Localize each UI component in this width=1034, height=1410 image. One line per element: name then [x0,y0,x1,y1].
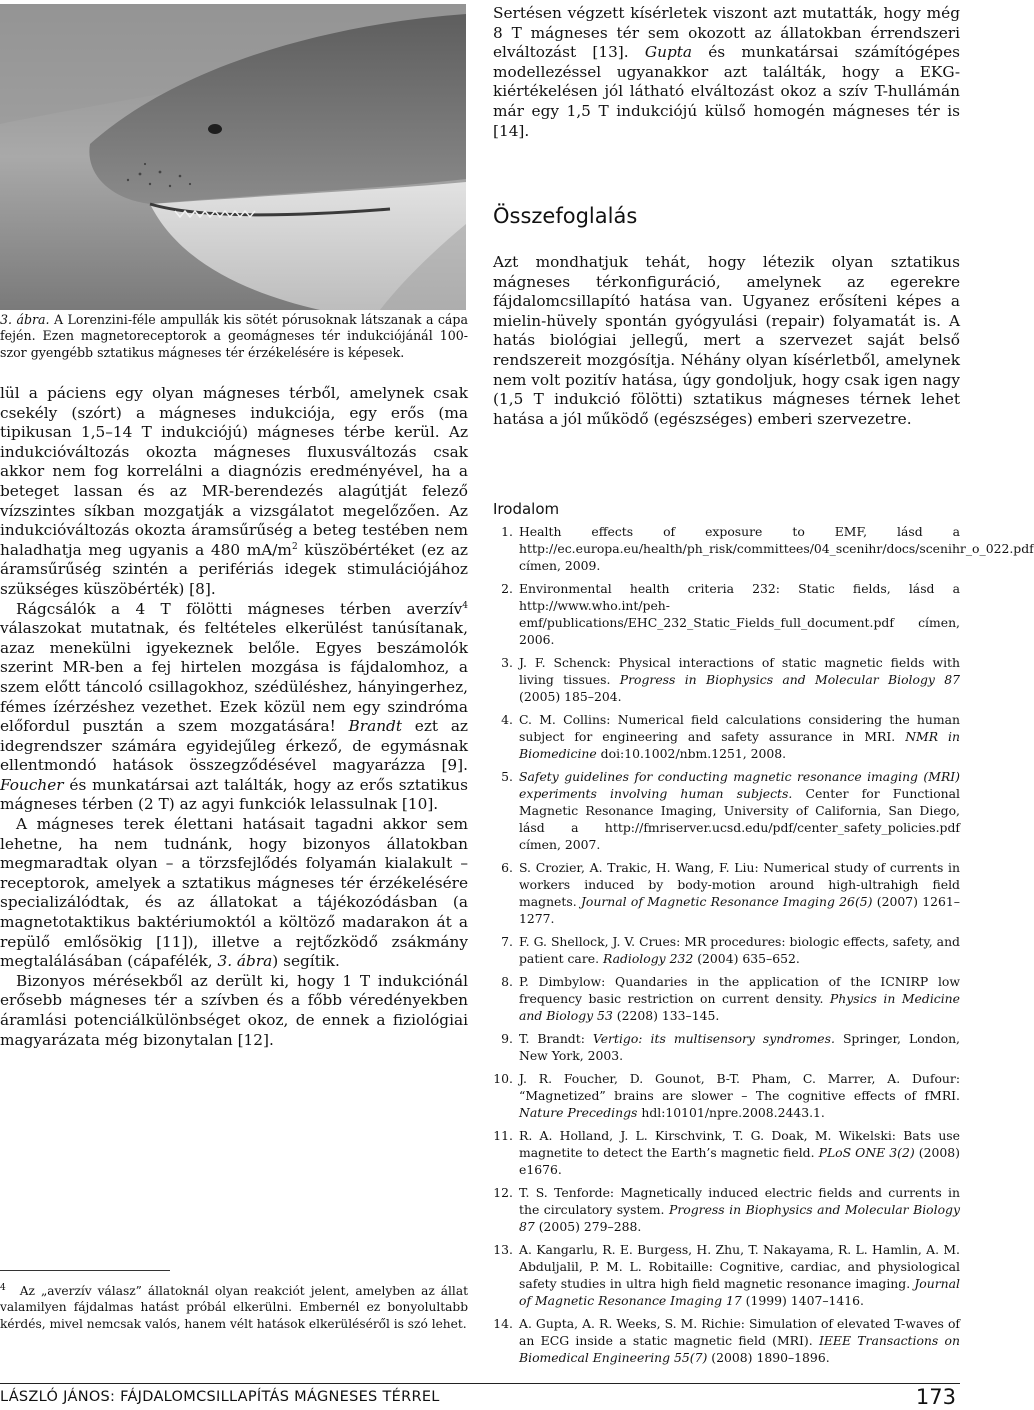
reference-item [493,711,960,762]
reference-number: 6. [501,860,513,875]
superscript-squared: 2 [291,541,298,552]
reference-details: (2008) e1676. [519,1145,960,1177]
reference-item [493,1127,960,1178]
reference-item [493,1315,960,1366]
reference-item [493,973,960,1024]
reference-details: (2004) 635–652. [693,951,800,966]
reference-text: S. Crozier, A. Trakic, H. Wang, F. Liu: Numerical study of currents in workers induced by body-motion around high-ultrahigh field magnets. [519,860,960,909]
reference-text: A. Kangarlu, R. E. Burgess, H. Zhu, T. Nakayama, R. L. Hamlin, A. M. Abduljalil, P. M. L. Robitaille: Cognitive, cardiac, and physiological safety studies in ultra high field magnetic resonance imaging. [519,1242,960,1291]
reference-text: C. M. Collins: Numerical field calculations considering the human subject for engineering and safety assurance in MRI. [519,712,960,744]
reference-details: (2208) 133–145. [612,1008,720,1023]
paragraph-measurements: Bizonyos mérésekből az derült ki, hogy 1 T indukciónál erősebb mágneses tér a szívben és a főbb véredényekben áramlási potenciálkülönbséget okoz, de ennek a fiziológiai magyarázata még bizonytalan [12]. [0,971,468,1049]
reference-number: 9. [501,1031,513,1046]
reference-list [493,523,1034,1372]
reference-text: T. Brandt: [519,1031,593,1046]
reference-details: (2007) 1261–1277. [519,894,960,926]
reference-item [493,1030,960,1064]
reference-number: 7. [501,934,513,949]
para3-text-a: A mágneses terek élettani hatásait tagadni akkor sem lehetne, ha nem tudnánk, hogy bizonyos állatokban megmaradtak olyan – a törzsfejlődés folyamán kialakult – receptorok, amelyek a sztatikus mágneses tér érzékelésére specializálódtak, és az állatokat a tájékozódásban (a magnetotaktikus baktériumoktól a költöző madarakon át a repülő emlősökig [11]), illetve a rejtőzködő zsákmány megtalálásában (cápafélék, [0,815,468,971]
reference-text: T. S. Tenforde: Magnetically induced electric fields and currents in the circulatory system. [519,1185,960,1217]
figure-reference: 3. ábra [217,952,273,971]
reference-item [493,654,960,705]
reference-item [493,1070,960,1121]
reference-source: Radiology 232 [602,951,694,966]
footnote-text: Az „averzív válasz” állatoknál olyan reakciót jelent, amelyben az állat valamilyen fájdalmas hatást próbál elkerülni. Embernél ez bonyolultabb kérdés, mivel nemcsak valós, hanem vélt hatások elkerüléséről is szó lehet. [0,1284,468,1331]
reference-details: (2005) 185–204. [519,689,622,704]
reference-text: F. G. Shellock, J. V. Crues: MR procedures: biologic effects, safety, and patient care. [519,934,960,966]
para2-text-d: és munkatársai azt találták, hogy az erős sztatikus mágneses térben (2 T) az agyi funkciók lelassulnak [10]. [0,775,468,814]
references-heading: Irodalom [493,500,560,518]
reference-number: 13. [493,1242,513,1257]
reference-source: Safety guidelines for conducting magnetic resonance imaging (MRI) experiments involving human subjects. [519,769,960,801]
para2-text-c: ezt az idegrendszer számára egyidejűleg érkező, de egymásnak ellentmondó hatások összegződésével magyarázza [9]. [0,717,468,775]
reference-text: J. R. Foucher, D. Gounot, B-T. Pham, C. Marrer, A. Dufour: “Magnetized” brains are slower – The cognitive effects of fMRI. [519,1071,960,1103]
reference-item [493,1184,960,1235]
reference-number: 10. [493,1071,513,1086]
reference-text: P. Dimbylow: Quandaries in the application of the ICNIRP low frequency basic restriction on current density. [519,974,960,1006]
left-body-text [0,384,468,1050]
footnote [0,1280,468,1332]
figure-caption-text: A Lorenzini-féle ampullák kis sötét pórusoknak látszanak a cápa fején. Ezen magnetoreceptorok a geomágneses tér indukciójánál 100-szor gyengébb sztatikus mágneses tér érzékelésére is képesek. [0,312,469,360]
reference-number: 12. [493,1185,513,1200]
reference-number: 5. [501,769,513,784]
para2-text-a: Rágcsálók a 4 T fölötti mágneses térben averzív [16,599,463,618]
reference-item [493,1241,960,1309]
reference-source: PLoS ONE 3(2) [818,1145,915,1160]
intro-text-b: és munkatársai számítógépes modellezéssel ugyanakkor azt találták, hogy a EKG-kiértékelésen jól látható elváltozást okoz a szív T-hullámán már egy 1,5 T indukciójú külső homogén mágneses tér is [14]. [493,43,960,140]
section-heading-summary: Összefoglalás [493,204,638,228]
intro-text-a: Sertésen végzett kísérletek viszont azt mutatták, hogy még 8 T mágneses tér sem okozott az állatokban érrendszeri elváltozást [13]. [493,4,960,62]
reference-details: (1999) 1407–1416. [741,1293,864,1308]
para2-text-b: válaszokat mutatnak, és feltételes elkerülést tanúsítanak, azaz menekülni igyekeznek belőle. Egyes beszámolók szerint MR-ben a fej hirtelen mozgása is fájdalomhoz, a szem előtt táncoló csillagokhoz, szédüléshez, hányingerhez, fémes ízérzéshez vezethet. Ezek közül nem egy szindróma előfordul pusztán a szem mozgatására! [0,619,468,736]
reference-source: Progress in Biophysics and Molecular Biology 87 [619,672,960,687]
reference-source: Progress in Biophysics and Molecular Biology 87 [519,1202,960,1234]
reference-number: 3. [501,655,513,670]
reference-text: Health effects of exposure to EMF, lásd a http://ec.europa.eu/health/ph_risk/committees/04_scenihr/docs/scenihr_o_022.pdf címen, 2009. [519,524,1034,573]
reference-source: IEEE Transactions on Biomedical Engineering 55(7) [519,1333,960,1365]
reference-number: 1. [501,524,513,539]
summary-paragraph: Azt mondhatjuk tehát, hogy létezik olyan sztatikus mágneses térkonfiguráció, amelynek az egerekre fájdalomcsillapító hatása van. Ugyanez erősíteni képes a mielin-hüvely spontán gyógyulási (repair) folyamatát is. A hatás biológiai jellegű, mert a szervezet saját belső rendszereit mozgósítja. Néhány olyan kísérletből, amelynek nem volt pozitív hatása, úgy gondoljuk, hogy csak igen nagy (1,5 T indukció fölötti) sztatikus mágneses térnek lehet hatása a jól működő (egészséges) emberi szervezetre. [493,253,960,428]
reference-number: 14. [493,1316,513,1331]
reference-source: Vertigo: its multisensory syndromes. [592,1031,835,1046]
reference-item [493,580,960,648]
reference-details: hdl:10101/npre.2008.2443.1. [637,1105,825,1120]
paragraph-receptors [0,815,468,972]
reference-text: J. F. Schenck: Physical interactions of static magnetic fields with living tissues. [519,655,960,687]
paragraph-pig-experiments [493,4,960,141]
reference-number: 4. [501,712,513,727]
reference-text: Environmental health criteria 232: Static fields, lásd a http://www.who.int/peh-emf/publications/EHC_232_Static_Fields_full_document.pdf címen, 2006. [519,581,960,647]
author-brandt: Brandt [348,717,402,736]
reference-source: Journal of Magnetic Resonance Imaging 17 [519,1276,960,1308]
footnote-ref-4: 4 [462,600,468,611]
reference-item [493,933,960,967]
paragraph-rodents [0,600,468,816]
reference-item [493,523,1034,574]
shark-head-photo [0,4,466,310]
figure-caption [0,312,468,361]
reference-details: Springer, London, New York, 2003. [519,1031,960,1063]
reference-number: 2. [501,581,513,596]
reference-details: (2005) 279–288. [534,1219,642,1234]
para1-text-b: küszöbértéket (ez az áramsűrűség szintén a perifériás idegek stimulációjához szükséges küszöbérték) [8]. [0,540,468,598]
para1-text-a: lül a páciens egy olyan mágneses térből, amelynek csak csekély (szórt) a mágneses indukciója, egy erős (ma tipikusan 1,5–14 T indukciójú) mágneses térbe kerül. Az indukcióváltozás okozta mágneses fluxusváltozás csak akkor nem fog korrelálni a diagnózis eredményével, ha a beteget lassan és az MR-berendezés alagútját felező vízszintes síkban mozgatják a vizsgálatot megelőzően. Az indukcióváltozás okozta áramsűrűség a beteg testében nem haladhatja meg ugyanis a 480 mA/m [0,384,468,559]
running-footer-title: LÁSZLÓ JÁNOS: FÁJDALOMCSILLAPÍTÁS MÁGNESES TÉRREL [0,1389,440,1405]
reference-text: R. A. Holland, J. L. Kirschvink, T. G. Doak, M. Wikelski: Bats use magnetite to detect the Earth’s magnetic field. [519,1128,960,1160]
reference-details: doi:10.1002/nbm.1251, 2008. [596,746,787,761]
para3-text-b: ) segítik. [272,952,340,971]
footer-divider [0,1383,960,1384]
author-gupta: Gupta [644,43,693,62]
figure-caption-label: 3. ábra. [0,312,50,327]
reference-source: Journal of Magnetic Resonance Imaging 26(5) [580,894,873,909]
author-foucher: Foucher [0,775,64,794]
reference-source: Physics in Medicine and Biology 53 [519,991,960,1023]
reference-number: 11. [493,1128,513,1143]
footnote-mark: 4 [0,1283,6,1293]
reference-number: 8. [501,974,513,989]
reference-item [493,768,960,853]
reference-details: Center for Functional Magnetic Resonance Imaging, University of California, San Diego, lásd a http://fmriserver.ucsd.edu/pdf/center_safety_policies.pdf címen, 2007. [519,786,960,852]
reference-details: (2008) 1890–1896. [707,1350,830,1365]
reference-source: Nature Precedings [519,1105,638,1120]
paragraph-field-change [0,384,468,600]
page-number: 173 [915,1385,956,1409]
reference-source: NMR in Biomedicine [519,729,961,761]
reference-item [493,859,960,927]
footnote-divider [0,1270,170,1271]
reference-text: A. Gupta, A. R. Weeks, S. M. Richie: Simulation of elevated T-waves of an ECG inside a static magnetic field (MRI). [519,1316,960,1348]
